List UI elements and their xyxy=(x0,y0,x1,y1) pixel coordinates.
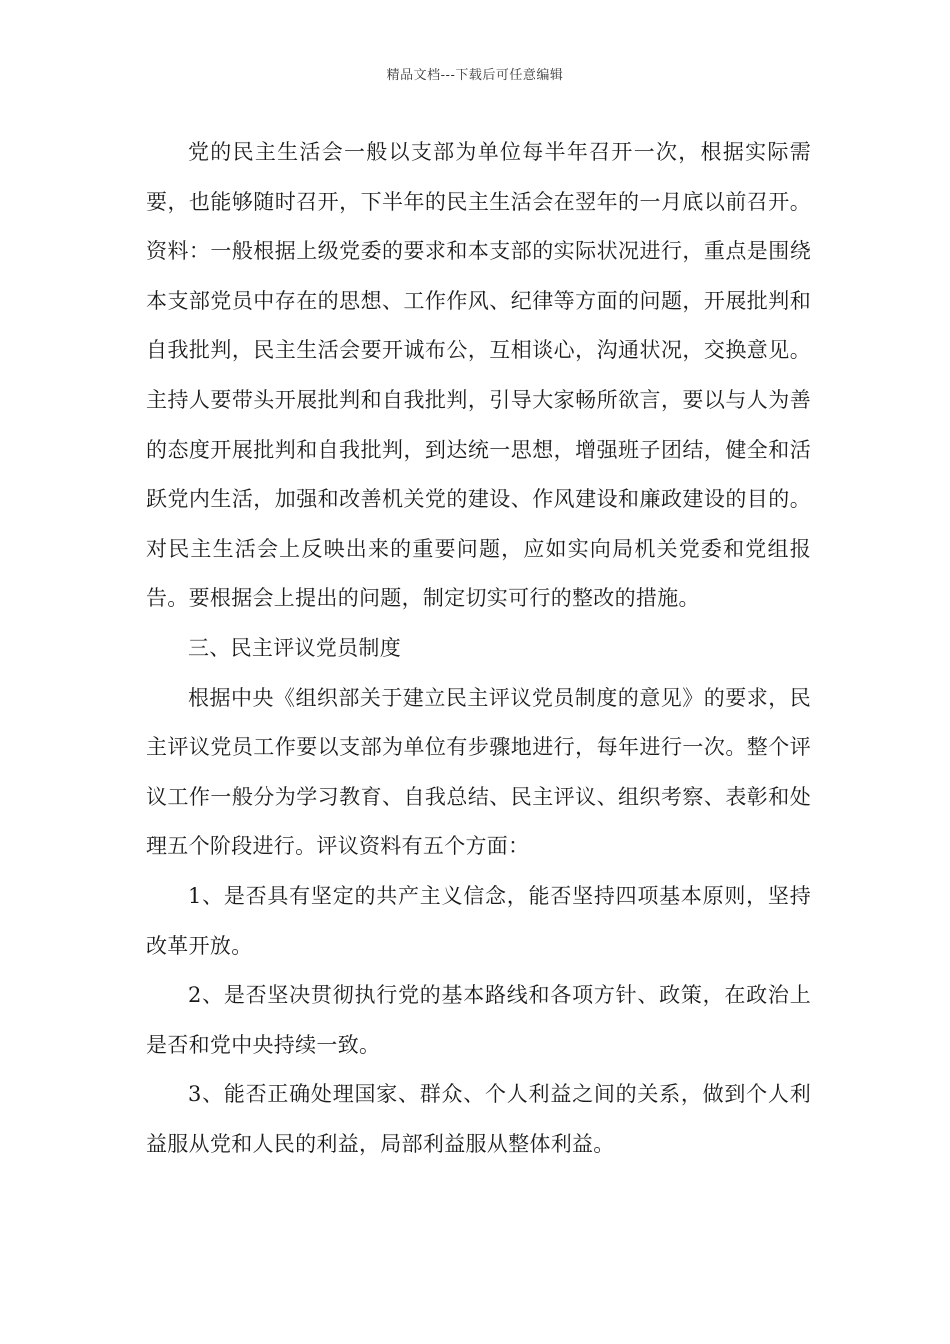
list-item-3: 3、能否正确处理国家、群众、个人利益之间的关系，做到个人利益服从党和人民的利益，局部利益服从整体利益。 xyxy=(146,1082,811,1156)
section-heading-evaluation-system: 三、民主评议党员制度 xyxy=(188,635,401,660)
list-item-2: 2、是否坚决贯彻执行党的基本路线和各项方针、政策，在政治上是否和党中央持续一致。 xyxy=(146,983,811,1057)
paragraph-democratic-life-meeting: 党的民主生活会一般以支部为单位每半年召开一次，根据实际需要，也能够随时召开，下半年的民主生活会在翌年的一月底以前召开。资料：一般根据上级党委的要求和本支部的实际状况进行，重点是围绕本支部党员中存在的思想、工作作风、纪律等方面的问题，开展批判和自我批判，民主生活会要开诚布公，互相谈心，沟通状况，交换意见。主持人要带头开展批判和自我批判，引导大家畅所欲言，要以与人为善的态度开展批判和自我批判，到达统一思想，增强班子团结，健全和活跃党内生活，加强和改善机关党的建设、作风建设和廉政建设的目的。对民主生活会上反映出来的重要问题，应如实向局机关党委和党组报告。要根据会上提出的问题，制定切实可行的整改的措施。 xyxy=(146,140,811,611)
paragraph-evaluation-intro: 根据中央《组织部关于建立民主评议党员制度的意见》的要求，民主评议党员工作要以支部为单位有步骤地进行，每年进行一次。整个评议工作一般分为学习教育、自我总结、民主评议、组织考察、表彰和处理五个阶段进行。评议资料有五个方面： xyxy=(146,685,811,859)
document-body xyxy=(146,128,811,1169)
page-header: 精品文档---下载后可任意编辑 xyxy=(386,68,564,83)
list-item-1: 1、是否具有坚定的共产主义信念，能否坚持四项基本原则，坚持改革开放。 xyxy=(146,883,811,958)
